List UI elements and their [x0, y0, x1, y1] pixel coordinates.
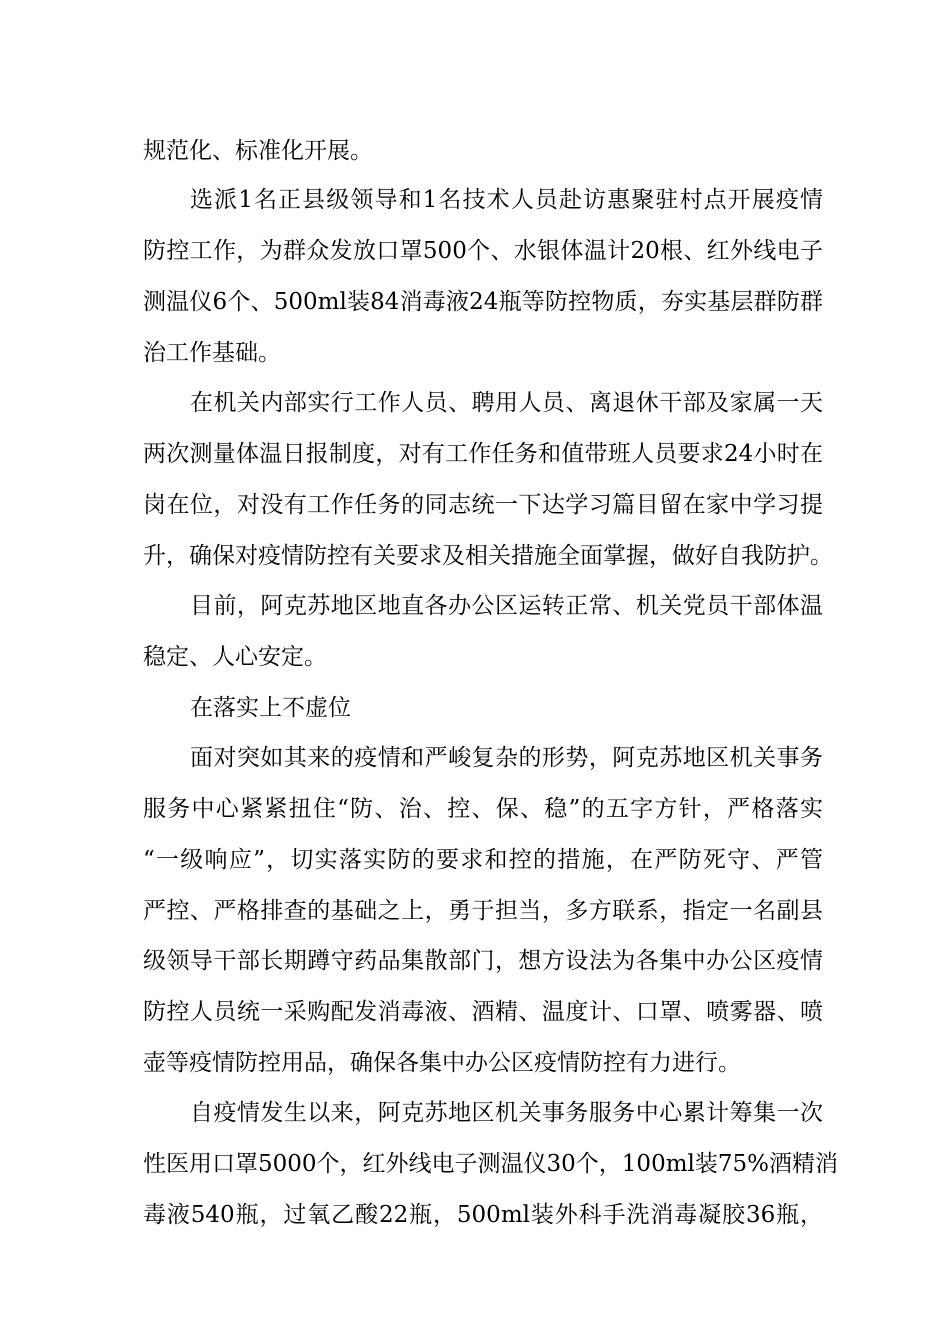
- text-line: 性医用口罩5000个，红外线电子测温仪30个，100ml装75%酒精消: [143, 1151, 838, 1177]
- text-line: 两次测量体温日报制度，对有工作任务和值带班人员要求24小时在: [143, 441, 823, 467]
- text-line: “一级响应”，切实落实防的要求和控的措施，在严防死守、严管: [143, 847, 823, 873]
- text-line: 防控人员统一采购配发消毒液、酒精、温度计、口罩、喷雾器、喷: [143, 999, 823, 1025]
- text-line: 目前，阿克苏地区地直各办公区运转正常、机关党员干部体温: [190, 593, 823, 619]
- text-line: 严控、严格排查的基础之上，勇于担当，多方联系，指定一名副县: [143, 898, 823, 924]
- text-line: 测温仪6个、500ml装84消毒液24瓶等防控物质，夯实基层群防群: [143, 289, 823, 315]
- text-line: 选派1名正县级领导和1名技术人员赴访惠聚驻村点开展疫情: [190, 187, 823, 213]
- text-line: 治工作基础。: [143, 340, 281, 366]
- text-line: 岗在位，对没有工作任务的同志统一下达学习篇目留在家中学习提: [143, 492, 823, 518]
- text-line: 级领导干部长期蹲守药品集散部门，想方设法为各集中办公区疫情: [143, 948, 823, 974]
- text-line: 毒液540瓶，过氧乙酸22瓶，500ml装外科手洗消毒凝胶36瓶，: [143, 1202, 823, 1228]
- text-line: 壶等疫情防控用品，确保各集中办公区疫情防控有力进行。: [143, 1050, 741, 1076]
- text-line: 服务中心紧紧扭住“防、治、控、保、稳”的五字方针，严格落实: [143, 796, 823, 822]
- text-line: 面对突如其来的疫情和严峻复杂的形势，阿克苏地区机关事务: [190, 745, 823, 771]
- text-line: 升，确保对疫情防控有关要求及相关措施全面掌握，做好自我防护。: [143, 543, 833, 569]
- text-line: 在机关内部实行工作人员、聘用人员、离退休干部及家属一天: [190, 390, 823, 416]
- section-heading: 在落实上不虚位: [190, 695, 351, 721]
- text-line: 稳定、人心安定。: [143, 644, 327, 670]
- text-line: 自疫情发生以来，阿克苏地区机关事务服务中心累计筹集一次: [190, 1100, 823, 1126]
- text-line: 规范化、标准化开展。: [143, 138, 373, 164]
- text-line: 防控工作，为群众发放口罩500个、水银体温计20根、红外线电子: [143, 238, 823, 264]
